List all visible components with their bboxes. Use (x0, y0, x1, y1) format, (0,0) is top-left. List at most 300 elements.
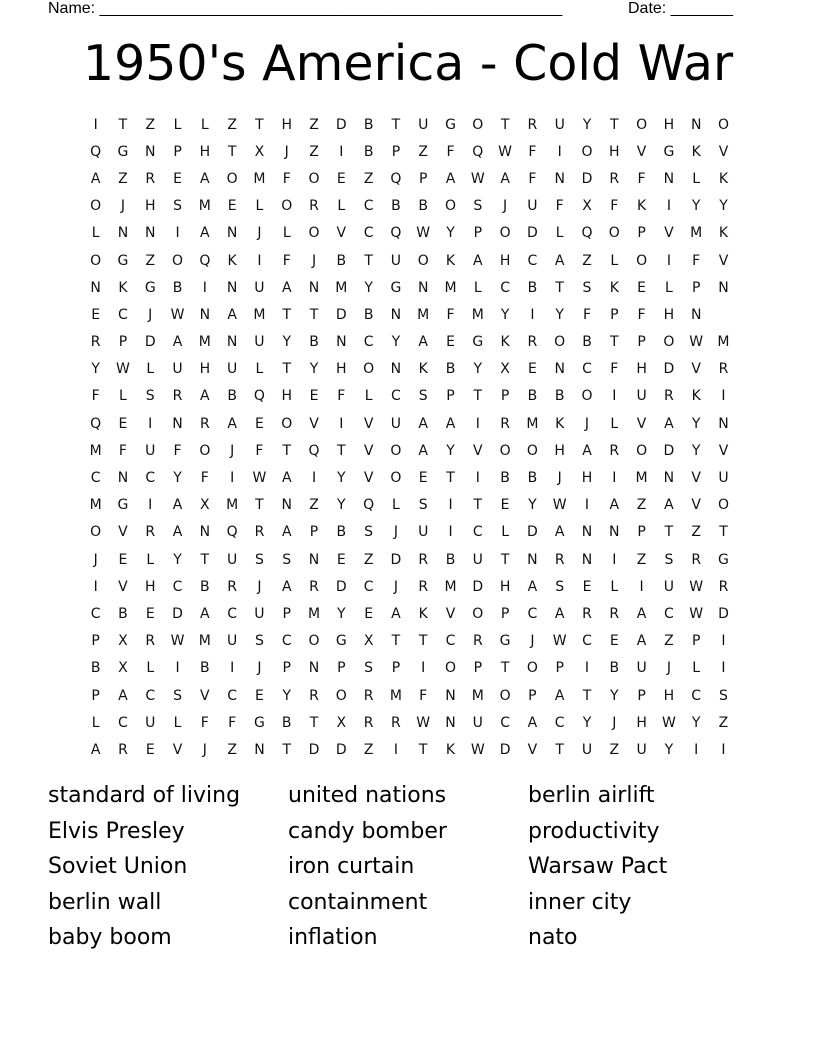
grid-letter: A (418, 442, 428, 459)
grid-letter: M (417, 306, 430, 323)
grid-letter: Q (581, 225, 593, 242)
grid-letter: B (363, 306, 374, 323)
grid-letter: N (581, 524, 593, 541)
grid-letter: A (172, 497, 183, 514)
grid-letter: U (227, 551, 238, 568)
grid-letter: T (255, 116, 264, 133)
grid-letter: U (527, 198, 538, 215)
grid-letter: E (255, 415, 264, 432)
grid-letter: J (120, 198, 126, 215)
grid-letter: O (636, 252, 648, 269)
grid-letter: N (117, 225, 129, 242)
grid-letter: A (200, 388, 210, 405)
grid-letter: N (609, 524, 620, 541)
grid-letter: W (552, 497, 567, 514)
grid-letter: T (664, 524, 674, 541)
grid-letter: D (581, 170, 593, 187)
grid-letter: L (173, 714, 182, 731)
grid-letter: C (363, 334, 374, 351)
grid-letter: P (500, 605, 510, 622)
grid-letter: U (636, 660, 647, 677)
grid-letter: N (308, 279, 320, 296)
grid-letter: V (691, 361, 701, 378)
grid-letter: D (499, 741, 511, 758)
grid-letter: F (528, 170, 537, 187)
grid-letter: B (336, 252, 347, 269)
grid-letter: I (530, 306, 535, 323)
grid-letter: T (555, 741, 564, 758)
grid-letter: V (473, 442, 483, 459)
grid-letter: B (363, 143, 374, 160)
grid-letter: C (363, 578, 374, 595)
grid-letter: L (664, 279, 673, 296)
grid-letter: O (281, 415, 293, 432)
grid-letter: Y (473, 361, 483, 378)
grid-letter: W (470, 741, 485, 758)
grid-letter: P (91, 633, 100, 650)
grid-letter: T (719, 524, 728, 541)
grid-letter: C (90, 470, 101, 487)
grid-letter: Z (227, 116, 237, 133)
grid-letter: M (389, 687, 402, 704)
grid-letter: N (581, 551, 593, 568)
grid-letter: N (226, 334, 238, 351)
grid-letter: H (554, 442, 565, 459)
grid-letter: R (527, 334, 538, 351)
grid-letter: I (639, 578, 644, 595)
grid-letter: T (555, 279, 564, 296)
grid-row (82, 573, 738, 600)
grid-letter: Q (308, 442, 320, 459)
grid-letter: Z (636, 497, 647, 514)
grid-letter: B (445, 551, 456, 568)
grid-letter: Z (582, 252, 592, 269)
grid-letter: A (527, 714, 538, 731)
grid-letter: R (472, 633, 483, 650)
grid-letter: P (528, 687, 537, 704)
grid-letter: I (393, 741, 398, 758)
grid-letter: L (610, 415, 619, 432)
grid-letter: O (90, 524, 102, 541)
grid-letter: I (339, 143, 344, 160)
grid-letter: A (281, 470, 292, 487)
grid-letter: B (582, 334, 592, 351)
grid-letter: B (527, 470, 538, 487)
grid-letter: C (227, 687, 238, 704)
grid-letter: U (636, 741, 647, 758)
grid-letter: P (309, 524, 319, 541)
grid-row (82, 410, 738, 437)
grid-letter: O (499, 442, 511, 459)
grid-letter: D (172, 605, 183, 622)
grid-letter: Y (582, 714, 592, 731)
grid-letter: K (718, 225, 729, 242)
grid-letter: B (200, 660, 210, 677)
grid-letter: M (335, 279, 348, 296)
grid-letter: M (444, 279, 457, 296)
grid-letter: W (498, 143, 513, 160)
grid-letter: T (282, 361, 291, 378)
grid-letter: A (636, 605, 647, 622)
grid-letter: H (281, 388, 292, 405)
grid-letter: I (175, 225, 180, 242)
grid-letter: X (200, 497, 210, 514)
grid-letter: C (363, 225, 374, 242)
grid-letter: S (254, 551, 264, 568)
grid-letter: E (637, 279, 647, 296)
grid-letter: V (118, 578, 128, 595)
grid-letter: W (689, 578, 704, 595)
grid-letter: P (282, 605, 291, 622)
grid-letter: O (717, 497, 729, 514)
grid-letter: R (227, 578, 237, 595)
grid-letter: I (230, 470, 235, 487)
grid-letter: G (472, 334, 484, 351)
grid-letter: B (309, 334, 319, 351)
grid-letter: C (472, 524, 483, 541)
grid-letter: Q (472, 143, 484, 160)
grid-letter: J (311, 252, 317, 269)
grid-letter: J (584, 415, 590, 432)
grid-letter: T (200, 551, 210, 568)
grid-letter: A (118, 687, 128, 704)
grid-letter: C (172, 578, 183, 595)
grid-letter: L (555, 225, 564, 242)
grid-row (82, 546, 738, 573)
grid-letter: I (230, 660, 235, 677)
word-list-item: baby boom (48, 925, 172, 951)
grid-letter: O (308, 225, 320, 242)
grid-letter: H (144, 198, 156, 215)
grid-row (82, 464, 738, 491)
grid-letter: O (417, 252, 429, 269)
grid-letter: T (418, 741, 428, 758)
grid-letter: I (93, 578, 98, 595)
grid-letter: Y (610, 687, 619, 704)
grid-letter: P (391, 660, 401, 677)
word-list-item: berlin wall (48, 889, 162, 915)
grid-letter: C (145, 687, 156, 704)
grid-letter: E (527, 361, 537, 378)
grid-letter: Z (309, 143, 319, 160)
grid-letter: Q (363, 497, 375, 514)
grid-row (82, 492, 738, 519)
grid-letter: O (308, 633, 320, 650)
grid-letter: N (527, 551, 538, 568)
grid-letter: Q (390, 225, 402, 242)
grid-letter: Y (528, 497, 537, 514)
grid-letter: C (227, 605, 238, 622)
grid-letter: V (172, 741, 183, 758)
grid-letter: Y (282, 687, 291, 704)
grid-letter: N (308, 551, 320, 568)
grid-letter: H (663, 116, 675, 133)
grid-letter: A (554, 605, 565, 622)
grid-letter: X (336, 714, 347, 731)
grid-letter: U (418, 524, 429, 541)
grid-letter: P (610, 306, 619, 323)
grid-letter: P (637, 687, 646, 704)
grid-letter: M (89, 442, 102, 459)
grid-letter: R (718, 361, 729, 378)
grid-letter: V (336, 225, 347, 242)
grid-letter: Y (719, 198, 728, 215)
grid-letter: Y (691, 198, 701, 215)
grid-letter: Z (636, 551, 647, 568)
grid-letter: U (145, 714, 156, 731)
grid-letter: J (202, 741, 207, 758)
grid-letter: O (581, 388, 593, 405)
grid-letter: A (281, 578, 292, 595)
grid-letter: A (227, 306, 237, 323)
grid-letter: O (663, 334, 675, 351)
grid-letter: N (145, 225, 156, 242)
grid-letter: Y (664, 741, 674, 758)
grid-letter: V (363, 415, 374, 432)
word-list-item: Warsaw Pact (528, 854, 668, 880)
grid-letter: P (473, 660, 483, 677)
grid-letter: V (636, 415, 647, 432)
grid-letter: M (253, 306, 266, 323)
grid-letter: V (363, 470, 374, 487)
grid-letter: T (282, 306, 291, 323)
grid-letter: H (499, 252, 511, 269)
grid-letter: C (582, 361, 592, 378)
grid-letter: A (473, 252, 483, 269)
grid-letter: C (445, 633, 456, 650)
grid-letter: O (636, 116, 648, 133)
grid-letter: R (199, 415, 210, 432)
grid-letter: H (663, 687, 675, 704)
grid-letter: L (255, 198, 264, 215)
grid-letter: E (118, 415, 128, 432)
grid-letter: R (145, 524, 156, 541)
grid-row (82, 519, 738, 546)
grid-letter: M (253, 170, 266, 187)
grid-letter: I (612, 551, 617, 568)
grid-letter: N (226, 279, 238, 296)
grid-letter: H (281, 116, 292, 133)
grid-letter: G (663, 143, 675, 160)
grid-letter: B (527, 279, 538, 296)
grid-letter: Z (418, 143, 428, 160)
grid-letter: N (90, 279, 101, 296)
grid-letter: S (173, 198, 182, 215)
grid-letter: D (390, 551, 402, 568)
grid-letter: F (337, 388, 346, 405)
grid-letter: V (445, 605, 456, 622)
grid-letter: Q (390, 170, 402, 187)
grid-letter: L (473, 279, 482, 296)
grid-letter: G (390, 279, 402, 296)
grid-letter: C (500, 714, 510, 731)
grid-letter: F (582, 306, 592, 323)
header (48, 0, 748, 20)
grid-letter: O (281, 198, 293, 215)
grid-letter: G (445, 116, 456, 133)
grid-letter: R (145, 633, 156, 650)
grid-letter: Z (363, 551, 374, 568)
grid-letter: V (636, 143, 647, 160)
grid-letter: R (664, 388, 674, 405)
grid-letter: E (336, 170, 346, 187)
grid-letter: K (418, 361, 428, 378)
grid-letter: J (666, 660, 671, 677)
grid-row (82, 274, 738, 301)
grid-letter: B (200, 578, 210, 595)
grid-letter: G (254, 714, 265, 731)
grid-letter: B (418, 198, 429, 215)
grid-letter: L (91, 225, 100, 242)
grid-letter: A (582, 442, 592, 459)
grid-letter: F (446, 306, 455, 323)
grid-letter: E (609, 633, 619, 650)
grid-letter: A (664, 497, 674, 514)
grid-letter: V (691, 470, 701, 487)
grid-letter: O (390, 442, 402, 459)
grid-letter: I (721, 660, 726, 677)
grid-letter: T (446, 470, 455, 487)
date-field-label: Date: _______ (628, 0, 733, 17)
grid-letter: Y (91, 361, 100, 378)
grid-letter: R (363, 687, 374, 704)
grid-letter: N (445, 714, 456, 731)
grid-letter: N (226, 225, 238, 242)
grid-letter: Y (282, 334, 291, 351)
grid-letter: W (170, 633, 185, 650)
grid-letter: G (718, 551, 729, 568)
grid-letter: C (554, 714, 565, 731)
grid-letter: K (118, 279, 128, 296)
grid-letter: F (173, 442, 182, 459)
grid-letter: T (500, 660, 510, 677)
grid-letter: Y (173, 470, 182, 487)
word-list-item: united nations (288, 783, 447, 808)
grid-letter: N (390, 361, 402, 378)
grid-letter: V (527, 741, 538, 758)
grid-letter: I (421, 660, 426, 677)
grid-letter: B (445, 361, 456, 378)
grid-letter: M (444, 578, 457, 595)
grid-letter: P (118, 334, 128, 351)
grid-letter: R (500, 415, 510, 432)
grid-row (82, 736, 738, 763)
grid-letter: N (199, 306, 211, 323)
grid-letter: T (473, 497, 483, 514)
grid-letter: U (172, 361, 183, 378)
grid-letter: S (418, 497, 428, 514)
grid-letter: K (227, 252, 237, 269)
grid-letter: Q (90, 415, 102, 432)
grid-letter: N (690, 306, 702, 323)
grid-letter: U (663, 578, 674, 595)
grid-letter: B (363, 116, 374, 133)
grid-letter: F (228, 714, 237, 731)
grid-letter: J (257, 578, 262, 595)
grid-letter: H (199, 143, 211, 160)
grid-letter: P (691, 633, 701, 650)
grid-letter: D (335, 578, 347, 595)
grid-letter: C (500, 279, 510, 296)
grid-letter: A (281, 279, 292, 296)
grid-letter: O (554, 334, 566, 351)
word-list-item: candy bomber (288, 818, 447, 844)
grid-letter: A (172, 524, 183, 541)
grid-letter: L (610, 252, 619, 269)
grid-letter: Y (391, 334, 401, 351)
grid-letter: Y (691, 442, 701, 459)
grid-letter: F (610, 198, 619, 215)
grid-letter: K (445, 252, 456, 269)
grid-letter: R (309, 198, 319, 215)
grid-letter: E (91, 306, 101, 323)
grid-letter: P (637, 524, 646, 541)
grid-letter: N (145, 143, 156, 160)
grid-letter: A (554, 687, 565, 704)
grid-letter: Y (691, 415, 701, 432)
grid-letter: O (526, 442, 538, 459)
grid-letter: T (309, 306, 319, 323)
grid-row (82, 247, 738, 274)
grid-letter: C (118, 714, 128, 731)
grid-letter: Y (500, 306, 510, 323)
grid-letter: D (308, 741, 320, 758)
grid-letter: L (255, 361, 264, 378)
grid-letter: I (475, 470, 480, 487)
grid-letter: Z (145, 116, 156, 133)
grid-letter: L (692, 170, 701, 187)
grid-letter: X (118, 633, 128, 650)
grid-letter: M (471, 306, 484, 323)
grid-row (82, 628, 738, 655)
grid-letter: G (117, 252, 129, 269)
grid-letter: A (418, 334, 428, 351)
grid-letter: M (198, 633, 211, 650)
grid-letter: R (582, 605, 592, 622)
grid-letter: T (255, 497, 264, 514)
grid-letter: F (637, 170, 646, 187)
word-list-item: berlin airlift (528, 783, 655, 808)
grid-row (82, 138, 738, 165)
grid-row (82, 709, 738, 736)
grid-letter: T (227, 143, 237, 160)
grid-letter: O (608, 225, 620, 242)
grid-letter: D (663, 442, 675, 459)
grid-letter: H (609, 143, 620, 160)
grid-letter: A (200, 225, 210, 242)
grid-letter: U (554, 116, 565, 133)
grid-letter: N (445, 687, 456, 704)
grid-letter: I (557, 143, 562, 160)
grid-letter: C (663, 605, 674, 622)
grid-letter: W (252, 470, 267, 487)
grid-letter: H (636, 714, 647, 731)
grid-letter: N (663, 170, 675, 187)
grid-letter: I (584, 497, 590, 514)
grid-row (82, 329, 738, 356)
grid-letter: R (145, 170, 156, 187)
grid-letter: D (335, 741, 347, 758)
grid-letter: N (199, 524, 211, 541)
grid-letter: N (117, 470, 129, 487)
grid-letter: M (226, 497, 239, 514)
grid-letter: L (146, 660, 155, 677)
grid-letter: P (500, 388, 510, 405)
grid-letter: S (418, 388, 428, 405)
grid-letter: U (390, 252, 402, 269)
grid-letter: A (172, 334, 183, 351)
grid-letter: V (718, 143, 729, 160)
